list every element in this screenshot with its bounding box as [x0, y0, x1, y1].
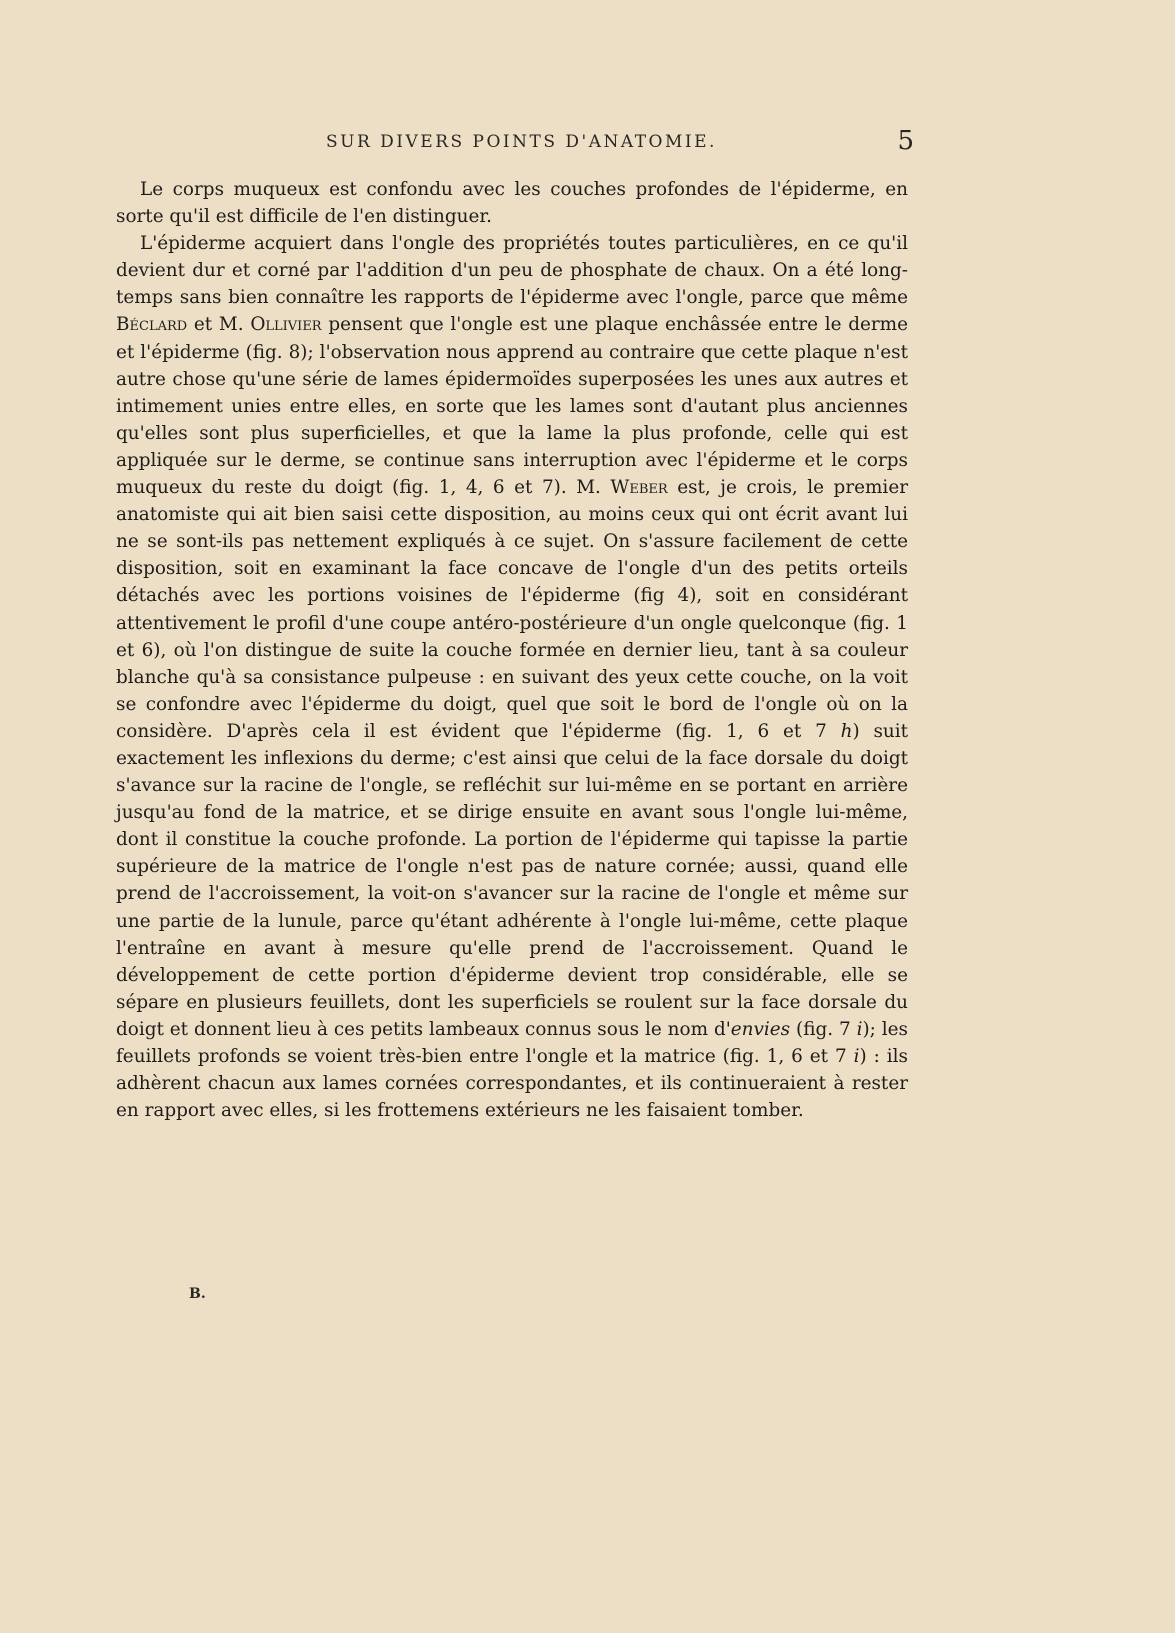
- paragraph-2: [116, 230, 908, 1124]
- running-title: SUR DIVERS POINTS D'ANATOMIE.: [326, 132, 717, 152]
- author-name-ollivier: Ollivier: [250, 314, 322, 336]
- text-run: ) suit exactement les inflexions du derme; c'est ainsi que celui de la face dorsale du doigt s'avance sur la racine de l'ongle, se refléchit sur lui-même en se portant en arrière jusqu'au fond de la matrice, et se dirige ensuite en avant sous l'ongle lui-même, dont il constitue la couche profonde. La portion de l'épiderme qui tapisse la partie supérieure de la matrice de l'ongle n'est pas de nature cornée; aussi, quand elle prend de l'accroissement, la voit-on s'avancer sur la racine de l'ongle et même sur une partie de la lunule, parce qu'étant adhérente à l'ongle lui-même, cette plaque l'entraîne en avant à mesure qu'elle prend de l'accroissement. Quand le développement de cette portion d'épiderme devient trop considérable, elle se sépare en plusieurs feuillets, dont les superficiels se roulent sur la face dorsale du doigt et donnent lieu à ces petits lambeaux connus sous le nom d': [116, 720, 909, 1040]
- page-number: 5: [897, 126, 914, 156]
- text-run: ); les feuillets profonds se voient très-bien entre l'ongle et la matrice (fig. 1, 6 et 7: [116, 1018, 908, 1067]
- paragraph-1: Le corps muqueux est confondu avec les couches profondes de l'épiderme, en sorte qu'il est difficile de l'en distinguer.: [116, 179, 908, 228]
- signature-mark: B.: [189, 1286, 206, 1302]
- text-run: pensent que l'ongle est une plaque enchâssée entre le derme et l'épiderme (fig. 8); l'observation nous apprend au contraire que cette plaque n'est autre chose qu'une série de lames épidermoïdes superposées les unes aux autres et intimement unies entre elles, en sorte que les lames sont d'autant plus anciennes qu'elles sont plus superficielles, et que la lame la plus profonde, celle qui est appliquée sur le derme, se continue sans interruption avec l'épiderme et le corps muqueux du reste du doigt (fig. 1, 4, 6 et 7). M.: [116, 314, 908, 499]
- figure-letter: h: [840, 720, 853, 742]
- author-name-beclard: Béclard: [116, 314, 188, 336]
- author-name-weber: Weber: [610, 477, 668, 499]
- italic-term: envies: [730, 1018, 791, 1040]
- text-run: est, je crois, le premier anatomiste qui ait bien saisi cette disposition, au moins ceux qui ont écrit avant lui ne se sont-ils pas nettement expliqués à ce sujet. On s'assure facilement de cette disposition, soit en examinant la face concave de l'ongle d'un des petits orteils détachés avec les portions voisines de l'épiderme (fig 4), soit en considérant attentivement le profil d'une coupe antéro-postérieure d'un ongle quelconque (fig. 1 et 6), où l'on distingue de suite la couche formée en dernier lieu, tant à sa couleur blanche qu'à sa consistance pulpeuse : en suivant des yeux cette couche, on la voit se confondre avec l'épiderme du doigt, quel que soit le bord de l'ongle où on la considère. D'après cela il est évident que l'épiderme (fig. 1, 6 et 7: [116, 477, 908, 742]
- text-run: et M.: [187, 314, 251, 336]
- page-header: [116, 128, 916, 162]
- figure-letter: i: [853, 1046, 860, 1067]
- text-run: (fig. 7: [790, 1018, 857, 1040]
- text-run: L'épiderme acquiert dans l'ongle des propriétés toutes particulières, en ce qu'il devient dur et corné par l'addition d'un peu de phosphate de chaux. On a été long-temps sans bien connaître les rapports de l'épiderme avec l'ongle, parce que même: [116, 233, 908, 309]
- text-run: ) : ils adhèrent chacun aux lames cornées correspondantes, et ils continueraient à rester en rapport avec elles, si les frottemens extérieurs ne les faisaient tomber.: [116, 1046, 908, 1122]
- figure-letter: i: [856, 1018, 863, 1040]
- body-text: [116, 176, 908, 1124]
